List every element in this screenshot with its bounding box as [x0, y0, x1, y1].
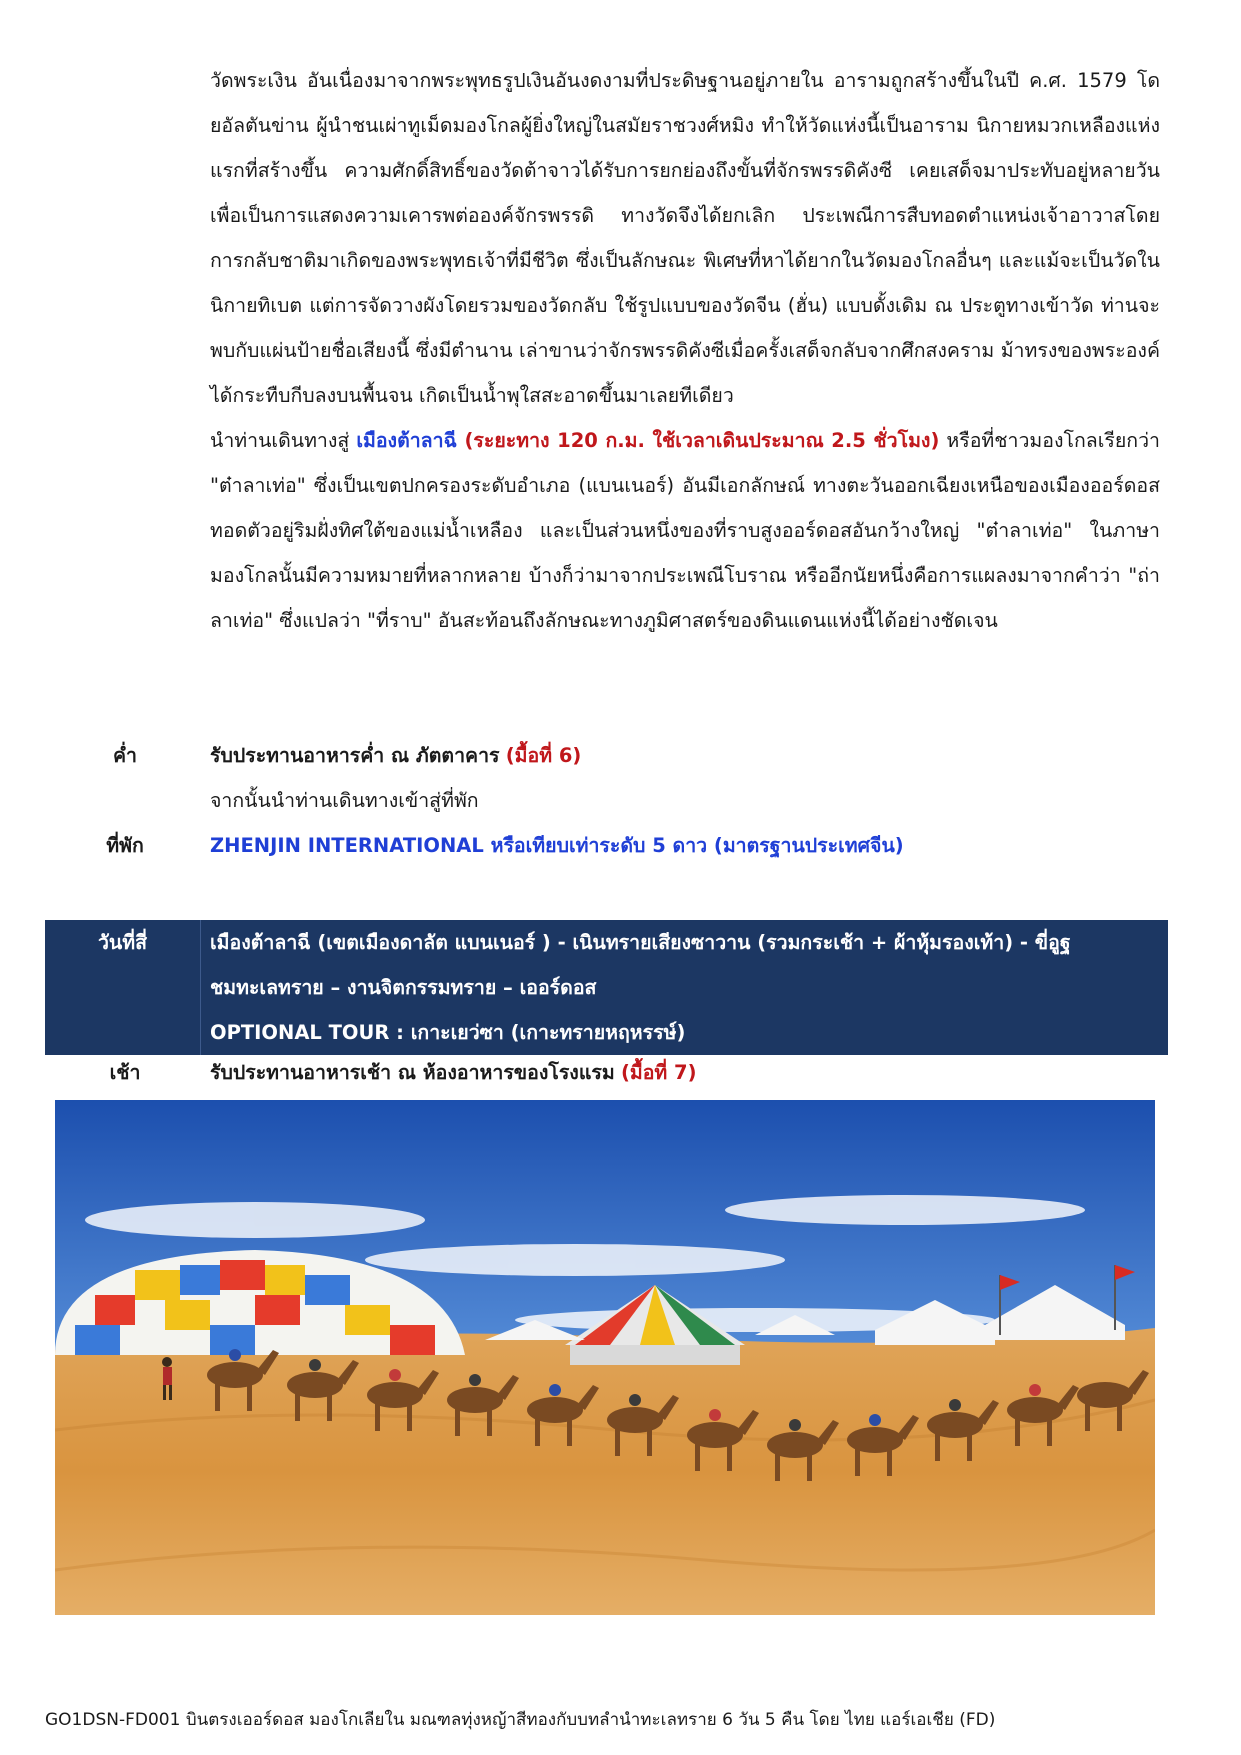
breakfast-row — [0, 1050, 1241, 1095]
travel-destination: เมืองต้าลาฉี — [356, 429, 457, 452]
dinner-text-wrap — [210, 733, 581, 778]
hotel-row — [0, 823, 1241, 868]
desert-camel-caravan-photo — [55, 1100, 1155, 1615]
breakfast-meal-number: (มื้อที่ 7) — [620, 1061, 697, 1084]
day-itinerary-line-2: ชมทะเลทราย – งานจิตกรรมทราย – เออร์ดอส — [210, 976, 597, 999]
dinner-text: รับประทานอาหารค่ำ ณ ภัตตาคาร — [210, 744, 500, 767]
intro-paragraph: วัดพระเงิน อันเนื่องมาจากพระพุทธรูปเงินอันงดงามที่ประดิษฐานอยู่ภายใน อารามถูกสร้างขึ้นในปี ค.ศ. 1579 โดยอัลตันข่าน ผู้นำชนเผ่าทูเม็ดมองโกลผู้ยิ่งใหญ่ในสมัยราชวงศ์หมิง ทำให้วัดแห่งนี้เป็นอาราม นิกายหมวกเหลืองแห่งแรกที่สร้างขึ้น ความศักดิ์สิทธิ์ของวัดต้าจาวได้รับการยกย่องถึงขั้นที่จักรพรรดิคังซี เคยเสด็จมาประทับอยู่หลายวัน เพื่อเป็นการแสดงความเคารพต่อองค์จักรพรรดิ ทางวัดจึงได้ยกเลิก ประเพณีการสืบทอดตำแหน่งเจ้าอาวาสโดยการกลับชาติมาเกิดของพระพุทธเจ้าที่มีชีวิต ซึ่งเป็นลักษณะ พิเศษที่หาได้ยากในวัดมองโกลอื่นๆ และแม้จะเป็นวัดในนิกายทิเบต แต่การจัดวางผังโดยรวมของวัดกลับ ใช้รูปแบบของวัดจีน (ฮั่น) แบบดั้งเดิม ณ ประตูทางเข้าวัด ท่านจะพบกับแผ่นป้ายชื่อเสียงนี้ ซึ่งมีตำนาน เล่าขานว่าจักรพรรดิคังซีเมื่อครั้งเสด็จกลับจากศึกสงคราม ม้าทรงของพระองค์ได้กระทืบกีบลงบนพื้นจน เกิดเป็นน้ำพุใสสะอาดขึ้นมาเลยทีเดียว — [210, 69, 1160, 407]
dinner-followup-row — [0, 778, 1241, 823]
travel-body: หรือที่ชาวมองโกลเรียกว่า "ต๋าลาเท่อ" ซึ่งเป็นเขตปกครองระดับอำเภอ (แบนเนอร์) อันมีเอกลักษณ์ ทางตะวันออกเฉียงเหนือของเมืองออร์ดอส ทอดตัวอยู่ริมฝั่งทิศใต้ของแม่น้ำเหลือง และเป็นส่วนหนึ่งของที่ราบสูงออร์ดอสอันกว้างใหญ่ "ต๋าลาเท่อ" ในภาษามองโกลนั้นมีความหมายที่หลากหลาย บ้างก็ว่ามาจากประเพณีโบราณ หรืออีกนัยหนึ่งคือการแผลงมาจากคำว่า "ถ่าลาเท่อ" ซึ่งแปลว่า "ที่ราบ" อันสะท้อนถึงลักษณะทางภูมิศาสตร์ของดินแดนแห่งนี้ได้อย่างชัดเจน — [210, 429, 1160, 632]
dinner-followup: จากนั้นนำท่านเดินทางเข้าสู่ที่พัก — [210, 789, 479, 812]
breakfast-label: เช้า — [109, 1061, 141, 1084]
travel-paragraph — [210, 418, 1160, 643]
hotel-name: ZHENJIN INTERNATIONAL หรือเทียบเท่าระดับ 5 ดาว (มาตรฐานประเทศจีน) — [210, 834, 904, 857]
travel-prefix: นำท่านเดินทางสู่ — [210, 429, 357, 452]
dinner-row — [0, 733, 1241, 778]
dinner-label: ค่ำ — [113, 744, 137, 767]
hotel-label: ที่พัก — [106, 834, 144, 857]
document-footer: GO1DSN-FD001 บินตรงเออร์ดอส มองโกเลียใน มณฑลทุ่งหญ้าสีทองกับบทลำนำทะเลทราย 6 วัน 5 คืน โดย ไทย แอร์เอเชีย (FD) — [45, 1710, 996, 1730]
travel-distance: (ระยะทาง 120 ก.ม. ใช้เวลาเดินประมาณ 2.5 ชั่วโมง) — [456, 429, 940, 452]
day-optional-tour: OPTIONAL TOUR : เกาะเยว่ซา (เกาะทรายหฤหรรษ์) — [210, 1021, 686, 1044]
day-itinerary-line-1: เมืองต้าลาฉี (เขตเมืองดาลัต แบนเนอร์ ) - เนินทรายเสียงซาวาน (รวมกระเช้า + ผ้าหุ้มรองเท้า) - ขี่อูฐ — [210, 931, 1071, 954]
dinner-meal-number: (มื้อที่ 6) — [505, 744, 582, 767]
breakfast-text-wrap — [210, 1050, 697, 1095]
photo-illustration — [55, 1100, 1155, 1615]
day-four-header-band — [45, 920, 1168, 1055]
day-label: วันที่สี่ — [45, 920, 201, 1055]
breakfast-text: รับประทานอาหารเช้า ณ ห้องอาหารของโรงแรม — [210, 1061, 615, 1084]
